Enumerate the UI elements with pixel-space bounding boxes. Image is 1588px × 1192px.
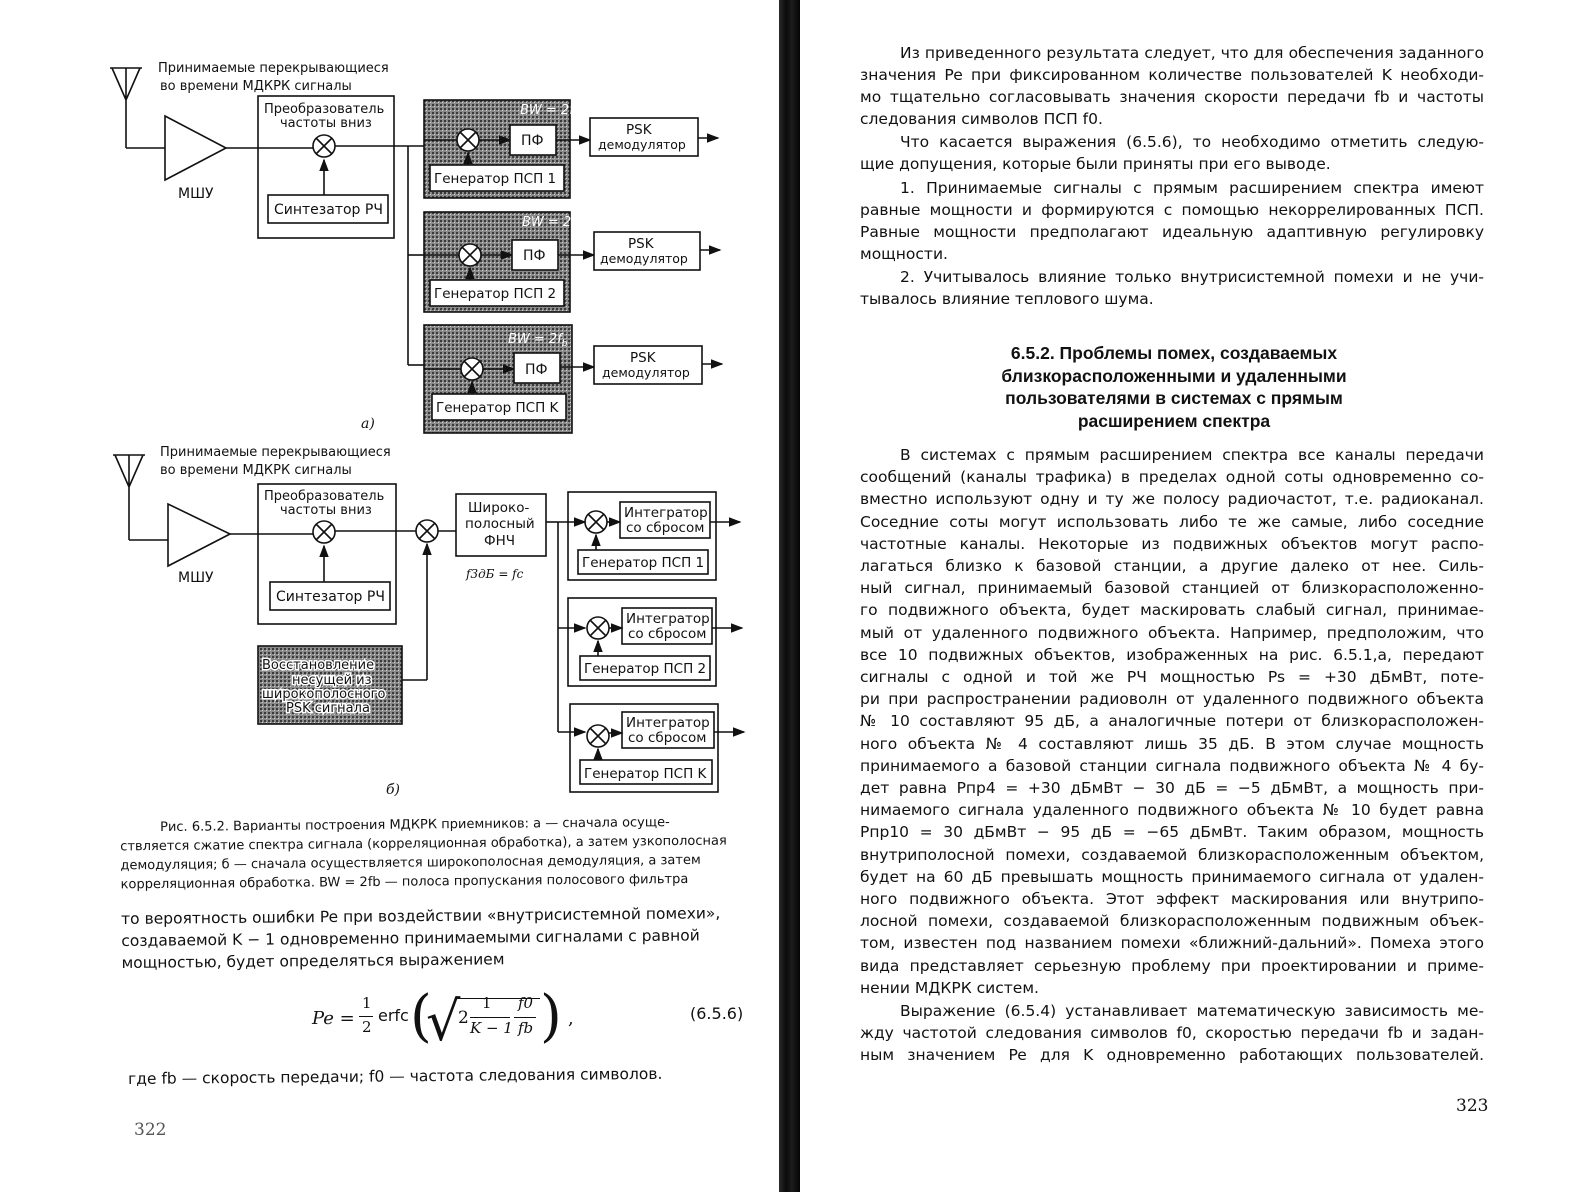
right-p5-l16: дет равна Pпр4 = +30 дБмВт − 30 дБ = −5 дБмВт, а мощность при- bbox=[860, 779, 1484, 797]
right-p5-l14: ного объекта № 4 составляют лишь 35 дБ. В этом случае мощность bbox=[860, 734, 1484, 753]
formula-half-den: 2 bbox=[362, 1018, 372, 1036]
fig-a-psk-2b: демодулятор bbox=[600, 251, 688, 266]
fig-a-bw-k bbox=[508, 332, 568, 349]
antenna-icon-b bbox=[113, 455, 145, 540]
formula-lhs: Pe = bbox=[312, 1008, 355, 1029]
heading-line-3: пользователями в системах с прямым bbox=[1005, 388, 1343, 408]
right-p5-l1: В системах с прямым расширением спектра все каналы передачи bbox=[900, 446, 1484, 464]
lna-amplifier-b bbox=[129, 504, 230, 566]
right-p3-l3: Равные мощности предполагают идеальную адаптивную регулировку bbox=[860, 223, 1484, 241]
right-page-number: 323 bbox=[1456, 1096, 1489, 1116]
heading-line-1: 6.5.2. Проблемы помех, создаваемых bbox=[1010, 343, 1338, 363]
right-p3-l1: 1. Принимаемые сигналы с прямым расширением спектра имеют bbox=[900, 179, 1484, 197]
right-p5-l22: лосной помехи, создаваемой близкорасположенным подвижным объек- bbox=[860, 912, 1484, 931]
fig-a-gen-k: Генератор ПСП K bbox=[436, 400, 559, 416]
formula-tail: , bbox=[568, 1008, 574, 1029]
fig-a-bw-1 bbox=[520, 103, 580, 120]
caption-line-1: Рис. 6.5.2. Варианты построения МДКРК приемников: а — сначала осуще- bbox=[160, 815, 670, 835]
fig-b-carrier-3: широкополосного bbox=[262, 687, 386, 702]
right-p5-l7: ный сигнал, принимаемый базовой станцией от близкорасположенно- bbox=[860, 579, 1484, 598]
fig-b-carrier-4: PSK сигнала bbox=[286, 701, 370, 716]
right-p1-l2: значения Pe при фиксированном количестве пользователей K необходи- bbox=[860, 66, 1484, 84]
book-spine bbox=[779, 0, 800, 1192]
right-p6-l1: Выражение (6.5.4) устанавливает математическую зависимость ме- bbox=[900, 1002, 1484, 1020]
fig-a-gen-1: Генератор ПСП 1 bbox=[434, 171, 557, 187]
fig-a-psk-ka: PSK bbox=[630, 350, 656, 366]
fig-a-antenna-label-1: Принимаемые перекрывающиеся bbox=[158, 61, 389, 76]
right-p5-l4: Соседние соты могут использовать либо те же самые, либо соседние bbox=[860, 512, 1484, 531]
formula-frac1-den: K − 1 bbox=[470, 1019, 513, 1037]
formula-number: (6.5.6) bbox=[690, 1004, 744, 1023]
caption-line-3: демодуляция; б — сначала осуществляется широкополосная демодуляция, а затем bbox=[120, 852, 701, 874]
right-p6-l2: жду частотой следования символов f0, скоростью передачи fb и задан- bbox=[860, 1024, 1484, 1042]
fig-b-lna-label: МШУ bbox=[178, 570, 214, 586]
right-p2-l1: Что касается выражения (6.5.6), то необходимо отметить следую- bbox=[900, 133, 1484, 151]
left-text-line-2: создаваемой K − 1 одновременно принимаемыми сигналами с равной bbox=[121, 926, 700, 950]
fig-a-downconverter-2: частоты вниз bbox=[280, 116, 372, 131]
bw-subscript: b bbox=[575, 222, 582, 232]
right-p5-l9: мый от удаленного подвижного объекта. Например, предположим, что bbox=[860, 623, 1484, 642]
right-p5-l15: принимаемого а базовой станции сигнала подвижного объекта № 4 бу- bbox=[860, 756, 1484, 775]
formula-frac1-num: 1 bbox=[482, 994, 492, 1012]
formula-left-paren: ( bbox=[410, 984, 432, 1049]
fig-a-psk-1a: PSK bbox=[626, 122, 652, 138]
fig-b-lpf-1: Широко- bbox=[468, 500, 530, 516]
formula-erfc: erfc bbox=[378, 1006, 409, 1025]
bw-text: BW = 2f bbox=[522, 215, 576, 230]
right-p5-l18: Pпр10 = 30 дБмВт − 95 дБ = −65 дБмВт. Таким образом, мощность bbox=[860, 823, 1484, 842]
fig-a-bpf-1: ПФ bbox=[521, 133, 544, 149]
right-p3-l2: равные мощности и формируются с помощью некоррелированных ПСП. bbox=[860, 201, 1484, 219]
right-p5-l5: частотные каналы. Некоторые из подвижных объектов могут распо- bbox=[860, 534, 1484, 553]
fig-a-gen-2: Генератор ПСП 2 bbox=[434, 286, 557, 302]
formula-frac2-num: f0 bbox=[518, 994, 534, 1012]
fig-a-antenna-label-2: во времени МДКРК сигналы bbox=[160, 79, 352, 94]
bw-text: BW = 2f bbox=[508, 332, 562, 347]
formula-right-paren: ) bbox=[540, 984, 562, 1049]
heading-line-4: расширением спектра bbox=[1077, 410, 1271, 431]
formula-two: 2 bbox=[458, 1008, 469, 1028]
fig-a-psk-kb: демодулятор bbox=[602, 365, 690, 380]
antenna-icon bbox=[110, 68, 142, 148]
right-p5-l12: ри при распространении радиоволн от удаленного подвижного объекта bbox=[860, 690, 1484, 709]
fig-b-downconverter-2: частоты вниз bbox=[280, 503, 372, 518]
bw-subscript: b bbox=[561, 339, 568, 349]
bw-subscript: b bbox=[573, 110, 580, 120]
lna-amplifier bbox=[126, 116, 226, 180]
right-p5-l6: лагаться близко к базовой станции, а другие далеко от нее. Силь- bbox=[860, 557, 1484, 575]
fig-a-sublabel: а) bbox=[361, 416, 375, 432]
fig-a-lna-label: МШУ bbox=[178, 186, 214, 202]
right-p5-l24: вида представляет серьезную проблему при проектировании и приме- bbox=[860, 956, 1484, 975]
left-page-number: 322 bbox=[134, 1120, 167, 1140]
formula-half-bar bbox=[359, 1016, 373, 1017]
fig-b-carrier-1: Восстановление bbox=[262, 658, 375, 673]
fig-b-carrier-2: несущей из bbox=[292, 673, 372, 688]
fig-b-downconverter-1: Преобразователь bbox=[264, 489, 385, 504]
fig-a-bpf-2: ПФ bbox=[523, 248, 546, 264]
right-p5-l10: все 10 подвижных объектов, изображенных на рис. 6.5.1,а, передают bbox=[860, 645, 1484, 664]
right-p5-l23: том, известен под названием помехи «ближний-дальний». Помеха этого bbox=[860, 934, 1484, 953]
fig-b-synth-label: Синтезатор РЧ bbox=[276, 589, 385, 605]
fig-a-psk-1b: демодулятор bbox=[598, 137, 686, 152]
right-p5-l3: вместно используют одну и ту же полосу радиочастот, т.е. радиоканал. bbox=[860, 490, 1484, 509]
fig-a-bpf-k: ПФ bbox=[525, 362, 548, 378]
right-p5-l13: № 10 составляют 95 дБ, а аналогичные потери от близкорасположен- bbox=[860, 712, 1484, 731]
fig-b-antenna-label-2: во времени МДКРК сигналы bbox=[160, 463, 352, 478]
fig-b-gen-1: Генератор ПСП 1 bbox=[582, 555, 705, 571]
where-line: где fb — скорость передачи; f0 — частота следования символов. bbox=[128, 1064, 663, 1088]
fig-b-sublabel: б) bbox=[386, 782, 401, 798]
fig-b-lpf-3: ФНЧ bbox=[484, 533, 516, 549]
right-p5-l21: ного подвижного объекта. Этот эффект маскирования или внутрипо- bbox=[860, 890, 1484, 908]
right-p3-l4: мощности. bbox=[860, 245, 948, 263]
formula-6-5-6 bbox=[312, 984, 752, 1060]
left-text-line-1: то вероятность ошибки Pe при воздействии «внутрисистемной помехи», bbox=[121, 904, 721, 928]
caption-line-4: корреляционная обработка. BW = 2fb — полоса пропускания полосового фильтра bbox=[120, 871, 689, 893]
fig-a-psk-2a: PSK bbox=[628, 236, 654, 252]
fig-b-gen-k: Генератор ПСП K bbox=[584, 766, 707, 782]
right-p5-l20: будет на 60 дБ превышать мощность принимаемого сигнала от удален- bbox=[860, 867, 1484, 886]
right-p5-l25: нении МДКРК систем. bbox=[860, 978, 1039, 997]
right-p1-l1: Из приведенного результата следует, что для обеспечения заданного bbox=[900, 44, 1484, 62]
right-p1-l3: мо тщательно согласовывать значения скорости передачи fb и частоты bbox=[860, 88, 1484, 106]
fig-b-lpf-2: полосный bbox=[465, 516, 535, 532]
right-p5-l19: внутриполосной помехи, создаваемой близкорасположенным объектом, bbox=[860, 845, 1484, 864]
right-p4-l1: 2. Учитывалось влияние только внутрисистемной помехи и не учи- bbox=[900, 268, 1484, 286]
fig-a-synth-label: Синтезатор РЧ bbox=[274, 202, 383, 218]
right-p1-l4: следования символов ПСП f0. bbox=[860, 110, 1103, 128]
fig-b-antenna-label-1: Принимаемые перекрывающиеся bbox=[160, 445, 391, 460]
fig-a-bw-2 bbox=[522, 215, 582, 232]
formula-frac1-bar bbox=[470, 1017, 510, 1018]
formula-sqrt-sign: √ bbox=[426, 990, 461, 1053]
fig-b-integr-2a: Интегратор bbox=[626, 611, 710, 627]
fig-b-integr-2b: со сбросом bbox=[628, 626, 707, 642]
formula-frac2-den: fb bbox=[518, 1019, 534, 1037]
right-p5-l2: сообщений (каналы трафика) в пределах одной соты одновременно со- bbox=[860, 468, 1484, 487]
heading-line-2: близкорасположенными и удаленными bbox=[1001, 365, 1347, 386]
fig-b-gen-2: Генератор ПСП 2 bbox=[584, 661, 707, 677]
fig-b-lpf-note: f3дБ = fc bbox=[466, 567, 524, 581]
section-heading bbox=[880, 342, 1468, 432]
right-p5-l17: нимаемого сигнала удаленного подвижного объекта № 10 будет равна bbox=[860, 801, 1484, 820]
right-p5-l11: сигналы с одной и той же РЧ мощностью Ps = +30 дБмВт, поте- bbox=[860, 668, 1484, 686]
caption-line-2: ствляется сжатие спектра сигнала (корреляционная обработка), а затем узкополосная bbox=[120, 833, 727, 855]
formula-frac2-bar bbox=[514, 1017, 536, 1018]
fig-a-downconverter-1: Преобразователь bbox=[264, 102, 385, 117]
bw-text: BW = 2f bbox=[520, 103, 574, 118]
fig-b-integr-kb: со сбросом bbox=[628, 730, 707, 746]
fig-b-integr-ka: Интегратор bbox=[626, 715, 710, 731]
right-p5-l8: го подвижного объекта, будет маскировать слабый сигнал, принимае- bbox=[860, 601, 1484, 620]
fig-b-integr-1a: Интегратор bbox=[624, 505, 708, 521]
formula-half-num: 1 bbox=[362, 994, 372, 1012]
right-p4-l2: тывалось влияние теплового шума. bbox=[860, 290, 1154, 308]
left-text-line-3: мощностью, будет определяться выражением bbox=[121, 950, 505, 972]
right-p2-l2: щие допущения, которые были приняты при его выводе. bbox=[860, 155, 1331, 173]
right-p6-l3: ным значением Pe для K одновременно работающих пользователей. bbox=[860, 1046, 1484, 1064]
fig-b-integr-1b: со сбросом bbox=[626, 520, 705, 536]
